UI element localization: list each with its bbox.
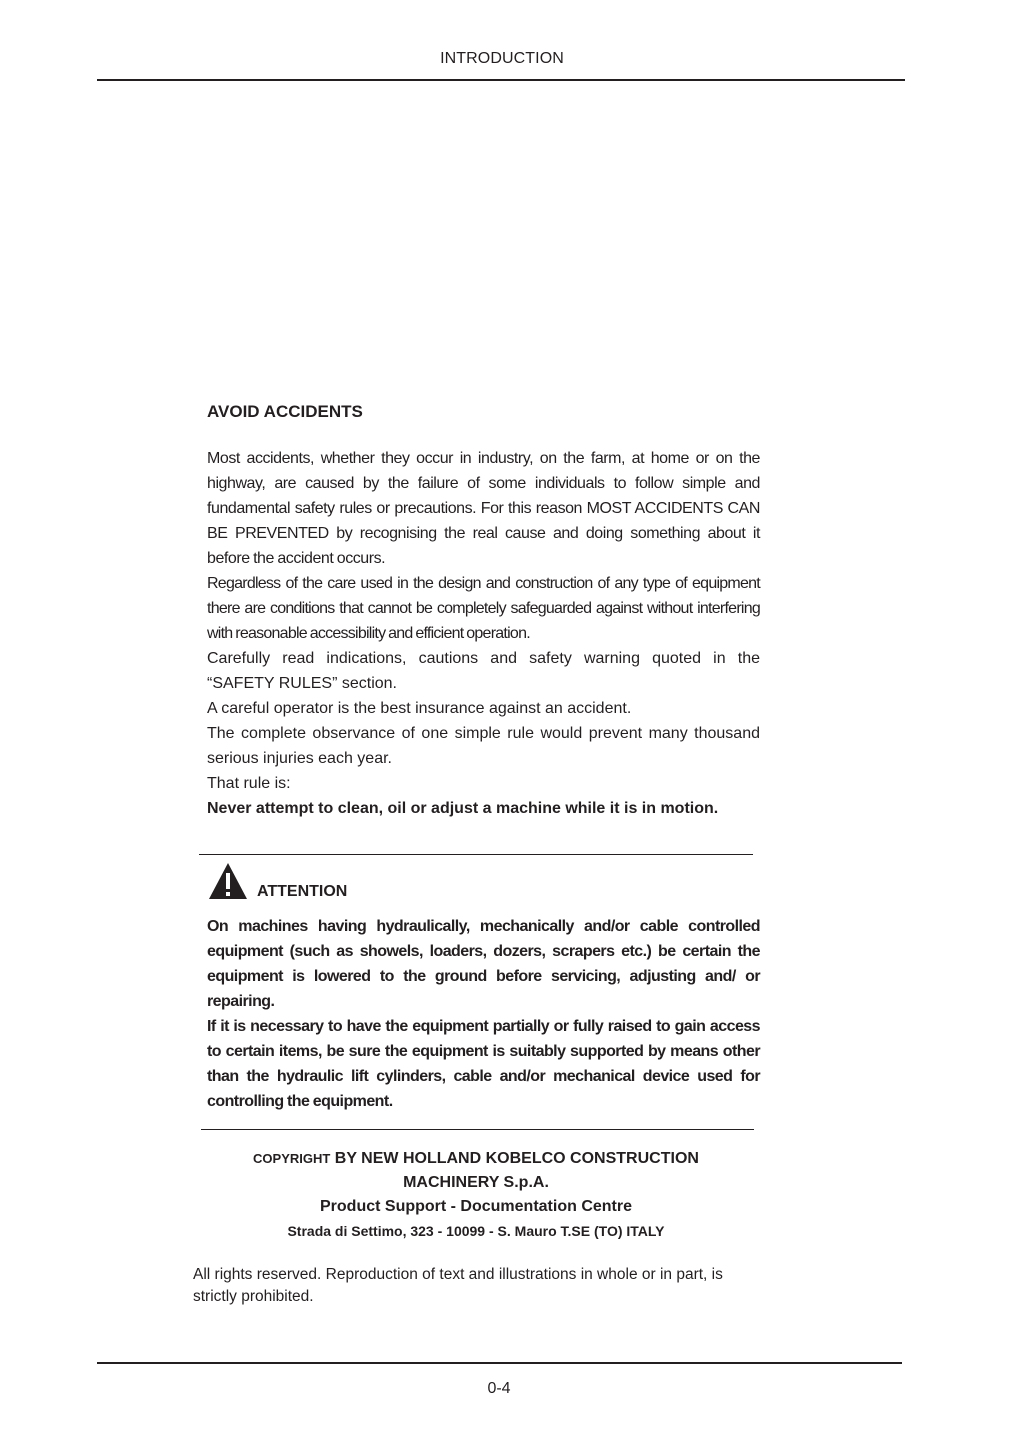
copyright-prefix: COPYRIGHT	[253, 1151, 331, 1166]
section-body	[207, 446, 760, 821]
body-paragraph: Most accidents, whether they occur in industry, on the farm, at home or on the highway, are caused by the failure of some individuals to follow simple and fundamental safety rules or precautions. For this reason MOST ACCIDENTS CAN BE PREVENTED by recognising the real cause and doing something about it before the accident occurs.	[207, 450, 760, 567]
copyright-address: Strada di Settimo, 323 - 10099 - S. Mauro T.SE (TO) ITALY	[287, 1223, 665, 1239]
section-heading: AVOID ACCIDENTS	[207, 402, 363, 421]
attention-body	[207, 914, 760, 1114]
page-number: 0-4	[487, 1380, 511, 1397]
body-paragraph: That rule is:	[207, 775, 291, 792]
body-paragraph: The complete observance of one simple rule would prevent many thousand serious injuries each year.	[207, 725, 760, 767]
attention-paragraph: On machines having hydraulically, mechanically and/or cable controlled equipment (such as showels, loaders, dozers, scrapers etc.) be certain the equipment is lowered to the ground before servicing, adjusting and/ or repairing.	[207, 918, 760, 1010]
footer-divider	[97, 1362, 902, 1364]
rights-notice: All rights reserved. Reproduction of text and illustrations in whole or in part, is strictly prohibited.	[193, 1266, 723, 1305]
copyright-block	[191, 1147, 761, 1243]
attention-divider-bottom	[201, 1129, 754, 1130]
body-paragraph: Regardless of the care used in the design and construction of any type of equipment there are conditions that cannot be completely safeguarded against without interfering with reasonable accessibility and efficient operation.	[207, 575, 760, 642]
copyright-company: BY NEW HOLLAND KOBELCO CONSTRUCTION	[334, 1150, 699, 1167]
body-paragraph: A careful operator is the best insurance against an accident.	[207, 700, 632, 717]
header-divider	[97, 79, 905, 81]
body-paragraph: Carefully read indications, cautions and safety warning quoted in the “SAFETY RULES” section.	[207, 650, 760, 692]
copyright-department: Product Support - Documentation Centre	[320, 1198, 632, 1215]
attention-divider-top	[199, 854, 753, 855]
copyright-line-1	[191, 1147, 761, 1171]
running-header: INTRODUCTION	[440, 50, 564, 67]
attention-paragraph: If it is necessary to have the equipment partially or fully raised to gain access to certain items, be sure the equipment is suitably supported by means other than the hydraulic lift cylinders, cable and/or mechanical device used for controlling the equipment.	[207, 1018, 760, 1110]
attention-label: ATTENTION	[257, 883, 348, 900]
copyright-line-2: MACHINERY S.p.A.	[403, 1174, 549, 1191]
safety-rule: Never attempt to clean, oil or adjust a machine while it is in motion.	[207, 800, 719, 817]
warning-triangle-icon	[208, 862, 248, 900]
